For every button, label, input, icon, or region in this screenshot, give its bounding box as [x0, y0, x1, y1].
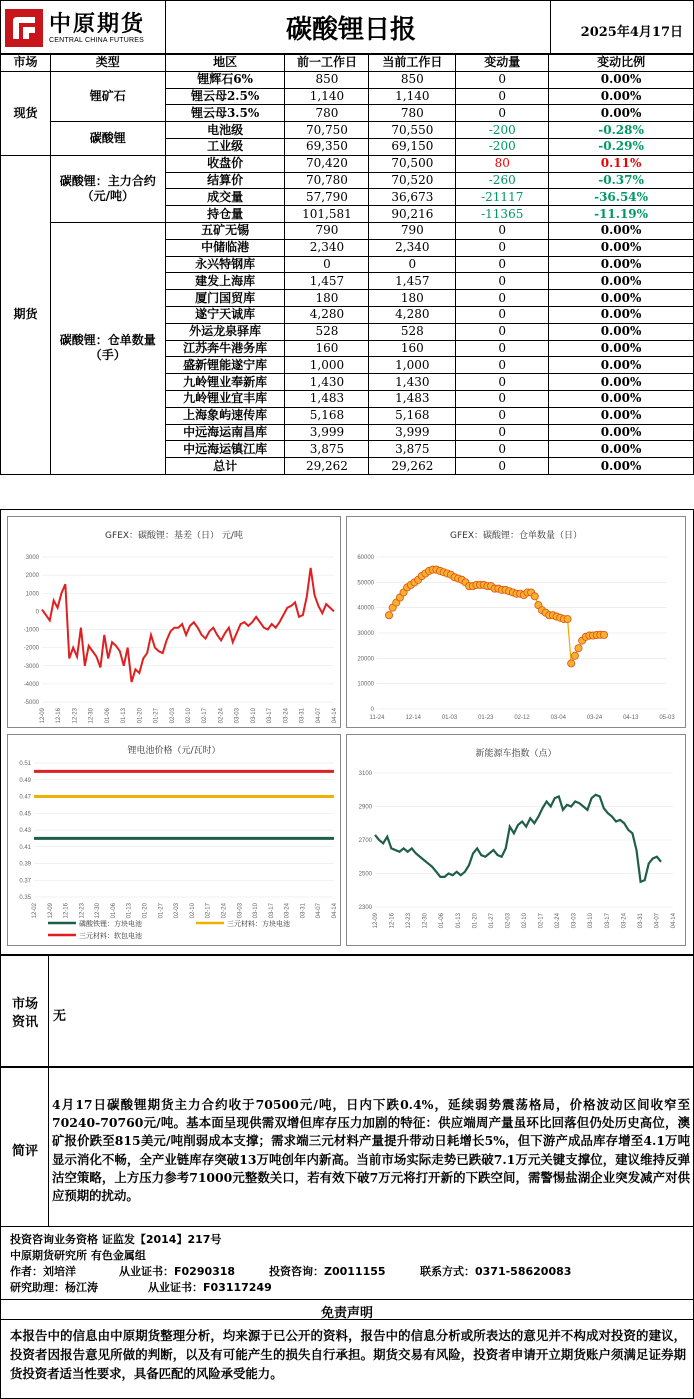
col-header: 地区 [165, 55, 285, 72]
prev-value: 2,340 [285, 239, 369, 256]
x-tick-label: 01-27 [153, 708, 160, 724]
change-pct: 0.00% [549, 306, 694, 323]
y-tick-label: 0.41 [19, 844, 31, 851]
col-header: 前一工作日 [285, 55, 369, 72]
x-tick-label: 04-13 [623, 715, 639, 721]
charts-section [0, 509, 694, 955]
item-name: 九岭锂业宜丰库 [165, 390, 285, 407]
data-point [575, 645, 582, 652]
change-pct: 0.00% [549, 239, 694, 256]
x-tick-label: 03-24 [284, 903, 291, 919]
data-point [600, 631, 607, 638]
y-tick-label: 0 [370, 707, 374, 713]
x-tick-label: 03-03 [571, 913, 578, 929]
y-tick-label: -1000 [23, 627, 39, 634]
change-value: 80 [456, 155, 549, 172]
cur-value: 180 [369, 290, 456, 307]
change-value: 0 [456, 306, 549, 323]
institute-line: 中原期货研究所 有色金属组 [10, 1249, 146, 1262]
x-tick-label: 03-04 [550, 715, 566, 721]
item-name: 成交量 [165, 189, 285, 206]
data-point [564, 615, 571, 622]
type-carbonate: 碳酸锂 [50, 122, 165, 156]
x-tick-label: 01-27 [158, 903, 165, 919]
change-value: -200 [456, 122, 549, 139]
change-pct: 0.00% [549, 290, 694, 307]
table-header [1, 55, 694, 72]
assistant-name: 研究助理：杨江涛 [10, 1281, 98, 1294]
y-tick-label: 2700 [358, 838, 372, 844]
market-futures: 期货 [1, 155, 51, 474]
prev-value: 780 [285, 105, 369, 122]
data-point [385, 612, 392, 619]
x-tick-label: 03-31 [300, 903, 307, 919]
x-tick-label: 03-03 [234, 708, 241, 724]
chart-title: 新能源车指数（点） [475, 749, 557, 759]
table-row [1, 222, 694, 239]
item-name: 结算价 [165, 172, 285, 189]
x-tick-label: 02-24 [218, 708, 225, 724]
y-tick-label: 50000 [357, 580, 374, 587]
author-name: 作者：刘培洋 [10, 1265, 76, 1278]
report-header [0, 0, 694, 54]
x-tick-label: 11-24 [369, 715, 385, 721]
change-pct: 0.11% [549, 155, 694, 172]
y-tick-label: 1000 [25, 591, 39, 598]
cur-value: 790 [369, 222, 456, 239]
y-tick-label: 10000 [357, 681, 374, 688]
item-name: 上海象屿速传库 [165, 407, 285, 424]
x-tick-label: 02-10 [189, 903, 196, 919]
x-tick-label: 12-16 [63, 903, 70, 919]
change-value: 0 [456, 105, 549, 122]
prev-value: 0 [285, 256, 369, 273]
cur-value: 70,500 [369, 155, 456, 172]
item-name: 持仓量 [165, 206, 285, 223]
nev-index-line [375, 795, 661, 882]
col-header: 市场 [1, 55, 51, 72]
change-pct: 0.00% [549, 424, 694, 441]
legend-label: 三元材料：软包电池 [79, 932, 142, 940]
cur-value: 1,457 [369, 273, 456, 290]
x-tick-label: 12-30 [95, 903, 102, 919]
disclaimer-text: 本报告中的信息由中原期货整理分析，均来源于已公开的资料，报告中的信息分析或所表达的意见并不构成对投资的建议，投资者因报告意见所做的判断，以及有可能产生的损失自行承担。期货交易有风险，投资者申请开立期货账户须满足证券期货投资者适当性要求，具备匹配的风险承受能力。 [10, 1328, 686, 1381]
type-ore: 锂矿石 [50, 71, 165, 121]
footer-info [0, 1227, 694, 1299]
warehouse-line [389, 570, 604, 664]
prev-value: 101,581 [285, 206, 369, 223]
prev-value: 1,140 [285, 88, 369, 105]
basis-line [42, 568, 334, 682]
change-pct: 0.00% [549, 88, 694, 105]
x-tick-label: 01-06 [110, 903, 117, 919]
x-tick-label: 01-27 [488, 913, 495, 929]
col-header: 变动比例 [549, 55, 694, 72]
y-tick-label: -2000 [23, 645, 39, 652]
comment-label: 简评 [11, 1144, 38, 1159]
change-value: 0 [456, 71, 549, 88]
x-tick-label: 03-24 [621, 913, 628, 929]
y-tick-label: 2000 [25, 573, 39, 580]
y-tick-label: -4000 [23, 681, 39, 688]
x-tick-label: 12-02 [32, 903, 38, 919]
x-tick-label: 03-10 [250, 708, 257, 724]
item-name: 锂辉石6% [165, 71, 285, 88]
table-row [1, 71, 694, 88]
comment-section [0, 1067, 694, 1227]
change-value: 0 [456, 340, 549, 357]
type-main-contract: 碳酸锂：主力合约（元/吨） [50, 155, 165, 222]
x-tick-label: 02-17 [202, 708, 209, 724]
x-tick-label: 02-24 [555, 913, 562, 929]
x-tick-label: 04-07 [316, 903, 323, 919]
x-tick-label: 03-10 [588, 913, 595, 929]
change-value: 0 [456, 256, 549, 273]
market-spot: 现货 [1, 71, 51, 155]
item-name: 遂宁天诚库 [165, 306, 285, 323]
item-name: 中远海运南昌库 [165, 424, 285, 441]
change-pct: 0.00% [549, 323, 694, 340]
prev-value: 1,457 [285, 273, 369, 290]
chart-title: GFEX：碳酸锂：基差（日） 元/吨 [105, 531, 243, 541]
cur-value: 850 [369, 71, 456, 88]
report-title: 碳酸锂日报 [285, 15, 416, 45]
prev-value: 57,790 [285, 189, 369, 206]
chart-title: 锂电池价格（元/瓦时） [127, 746, 221, 756]
change-value: 0 [456, 407, 549, 424]
x-tick-label: 12-16 [56, 708, 63, 724]
x-tick-label: 04-07 [315, 708, 322, 724]
change-value: 0 [456, 290, 549, 307]
change-pct: 0.00% [549, 340, 694, 357]
legend-label: 磷酸铁锂：方块电池 [79, 920, 142, 928]
x-tick-label: 12-30 [422, 913, 429, 929]
y-tick-label: 0.37 [19, 878, 31, 885]
change-value: 0 [456, 458, 549, 475]
x-tick-label: 02-03 [505, 913, 512, 929]
item-name: 建发上海库 [165, 273, 285, 290]
data-table [0, 54, 694, 475]
y-tick-label: 0.43 [19, 828, 31, 834]
x-tick-label: 03-24 [283, 708, 290, 724]
y-tick-label: 0.35 [19, 895, 31, 901]
prev-value: 70,750 [285, 122, 369, 139]
item-name: 锂云母3.5% [165, 105, 285, 122]
x-tick-label: 04-14 [332, 708, 338, 724]
logo-text-en: CENTRAL CHINA FUTURES [49, 37, 144, 44]
legend-label: 三元材料：方块电池 [227, 920, 290, 928]
prev-value: 3,999 [285, 424, 369, 441]
x-tick-label: 12-23 [406, 913, 413, 929]
item-name: 五矿无锡 [165, 222, 285, 239]
change-pct: -0.28% [549, 122, 694, 139]
x-tick-label: 03-17 [604, 913, 611, 929]
change-value: 0 [456, 88, 549, 105]
x-tick-label: 12-30 [88, 708, 95, 724]
change-value: 0 [456, 374, 549, 391]
report-date: 2025年4月17日 [580, 25, 683, 40]
x-tick-label: 04-07 [654, 913, 661, 929]
x-tick-label: 12-23 [79, 903, 86, 919]
change-pct: 0.00% [549, 357, 694, 374]
nev-index-chart [346, 734, 686, 946]
change-value: -21117 [456, 189, 549, 206]
data-point [531, 593, 538, 600]
x-tick-label: 01-20 [472, 913, 479, 929]
cur-value: 2,340 [369, 239, 456, 256]
change-pct: 0.00% [549, 105, 694, 122]
y-tick-label: 0.51 [19, 761, 31, 767]
cur-value: 0 [369, 256, 456, 273]
col-header: 类型 [50, 55, 165, 72]
license-line: 投资咨询业务资格 证监发【2014】217号 [10, 1233, 222, 1246]
item-name: 电池级 [165, 122, 285, 139]
y-tick-label: -5000 [23, 700, 39, 706]
x-tick-label: 12-09 [47, 903, 54, 919]
y-tick-label: 2900 [358, 804, 372, 811]
change-pct: 0.00% [549, 374, 694, 391]
prev-value: 70,420 [285, 155, 369, 172]
cur-value: 1,430 [369, 374, 456, 391]
item-name: 永兴特钢库 [165, 256, 285, 273]
company-logo [5, 7, 165, 49]
table-row [1, 122, 694, 139]
cur-value: 528 [369, 323, 456, 340]
x-tick-label: 12-09 [40, 708, 46, 724]
change-pct: 0.00% [549, 71, 694, 88]
change-value: 0 [456, 357, 549, 374]
cur-value: 70,550 [369, 122, 456, 139]
y-tick-label: 3000 [25, 555, 39, 561]
item-name: 总计 [165, 458, 285, 475]
table-row [1, 155, 694, 172]
x-tick-label: 01-13 [455, 913, 462, 929]
item-name: 江苏奔牛港务库 [165, 340, 285, 357]
cur-value: 29,262 [369, 458, 456, 475]
item-name: 外运龙泉驿库 [165, 323, 285, 340]
y-tick-label: -3000 [23, 663, 39, 670]
x-tick-label: 03-03 [237, 903, 244, 919]
y-tick-label: 40000 [357, 605, 374, 612]
change-pct: 0.00% [549, 273, 694, 290]
prev-value: 69,350 [285, 138, 369, 155]
logo-mark-icon [5, 9, 43, 47]
change-value: 0 [456, 239, 549, 256]
x-tick-label: 03-17 [268, 903, 275, 919]
x-tick-label: 12-14 [405, 715, 421, 721]
cur-value: 1,483 [369, 390, 456, 407]
type-warehouse: 碳酸锂：仓单数量（手） [50, 222, 165, 474]
prev-value: 528 [285, 323, 369, 340]
assistant-cert: 从业证书：F03117249 [148, 1281, 272, 1294]
x-tick-label: 03-31 [637, 913, 644, 929]
warehouse-chart [346, 516, 686, 728]
y-tick-label: 30000 [357, 631, 374, 637]
change-value: -260 [456, 172, 549, 189]
x-tick-label: 02-12 [514, 715, 530, 721]
x-tick-label: 04-14 [332, 903, 338, 919]
news-label: 市场资讯 [11, 997, 38, 1030]
y-tick-label: 0.45 [19, 811, 31, 818]
x-tick-label: 03-31 [299, 708, 306, 724]
logo-text-cn: 中原期货 [49, 12, 146, 37]
prev-value: 1,483 [285, 390, 369, 407]
news-section [0, 955, 694, 1067]
cur-value: 36,673 [369, 189, 456, 206]
change-pct: 0.00% [549, 222, 694, 239]
change-value: 0 [456, 441, 549, 458]
x-tick-label: 01-06 [439, 913, 446, 929]
y-tick-label: 2300 [358, 905, 372, 911]
change-value: 0 [456, 222, 549, 239]
disclaimer-title: 免责声明 [1, 1302, 693, 1320]
x-tick-label: 01-20 [137, 708, 144, 724]
cur-value: 1,140 [369, 88, 456, 105]
x-tick-label: 01-13 [126, 903, 133, 919]
data-point [568, 660, 575, 667]
prev-value: 180 [285, 290, 369, 307]
prev-value: 70,780 [285, 172, 369, 189]
x-tick-label: 01-20 [142, 903, 149, 919]
cur-value: 1,000 [369, 357, 456, 374]
item-name: 厦门国贸库 [165, 290, 285, 307]
x-tick-label: 02-24 [221, 903, 228, 919]
y-tick-label: 60000 [357, 555, 374, 561]
cur-value: 69,150 [369, 138, 456, 155]
change-pct: 0.00% [549, 256, 694, 273]
change-value: 0 [456, 424, 549, 441]
change-pct: 0.00% [549, 390, 694, 407]
y-tick-label: 2500 [358, 871, 372, 878]
change-pct: 0.00% [549, 458, 694, 475]
y-tick-label: 3100 [358, 771, 372, 777]
x-tick-label: 12-23 [72, 708, 79, 724]
x-tick-label: 03-24 [586, 715, 603, 721]
chart-title: GFEX：碳酸锂：仓单数量（日） [449, 531, 582, 541]
item-name: 中储临港 [165, 239, 285, 256]
prev-value: 5,168 [285, 407, 369, 424]
cur-value: 3,999 [369, 424, 456, 441]
x-tick-label: 03-10 [253, 903, 260, 919]
col-header: 当前工作日 [369, 55, 456, 72]
item-name: 盛新锂能遂宁库 [165, 357, 285, 374]
cur-value: 160 [369, 340, 456, 357]
cur-value: 90,216 [369, 206, 456, 223]
change-value: -11365 [456, 206, 549, 223]
disclaimer-section [0, 1299, 694, 1399]
news-content: 无 [53, 1009, 67, 1024]
y-tick-label: 0.49 [19, 777, 31, 784]
prev-value: 160 [285, 340, 369, 357]
x-tick-label: 02-17 [205, 903, 212, 919]
prev-value: 3,875 [285, 441, 369, 458]
y-tick-label: 0.47 [19, 794, 31, 801]
change-pct: -0.37% [549, 172, 694, 189]
y-tick-label: 20000 [357, 656, 374, 663]
x-tick-label: 12-09 [373, 913, 379, 929]
x-tick-label: 01-06 [104, 708, 111, 724]
change-value: 0 [456, 273, 549, 290]
cur-value: 5,168 [369, 407, 456, 424]
prev-value: 29,262 [285, 458, 369, 475]
basis-chart [7, 516, 341, 728]
prev-value: 790 [285, 222, 369, 239]
change-value: 0 [456, 323, 549, 340]
col-header: 变动量 [456, 55, 549, 72]
x-tick-label: 02-10 [186, 708, 192, 724]
comment-text: 4月17日碳酸锂期货主力合约收于70500元/吨，日内下跌0.4%，延续弱势震荡格局，价格波动区间收窄至70240-70760元/吨。基本面呈现供需双增但库存压力加剧的特征：供应端周产量虽环比回落但仍处历史高位，澳矿报价跌至815美元/吨削弱成本支撑；需求端三元材料产量提升带动日耗增长5%，但下游产成品库存增至4.1万吨显示消化不畅，全产业链库存突破13万吨创年内新高。当前市场实际走势已跌破7.1万元关键支撑位，建议维持反弹沽空策略，上方压力参考71000元整数关口，若有效下破7万元将打开新的下跌空间，需警惕盐湖企业突发减产对供应预期的扰动。 [52, 1097, 690, 1204]
item-name: 九岭锂业奉新库 [165, 374, 285, 391]
x-tick-label: 02-17 [538, 913, 545, 929]
x-tick-label: 02-03 [169, 708, 176, 724]
change-value: -200 [456, 138, 549, 155]
x-tick-label: 05-03 [659, 715, 675, 721]
cur-value: 70,520 [369, 172, 456, 189]
consult-cert: 投资咨询：Z0011155 [269, 1265, 386, 1278]
change-pct: -0.29% [549, 138, 694, 155]
x-tick-label: 02-03 [174, 903, 181, 919]
cur-value: 3,875 [369, 441, 456, 458]
data-point [571, 652, 578, 659]
y-tick-label: 0.39 [19, 861, 31, 868]
prev-value: 1,430 [285, 374, 369, 391]
contact-phone: 联系方式：0371-58620083 [420, 1265, 572, 1278]
prev-value: 4,280 [285, 306, 369, 323]
cur-value: 780 [369, 105, 456, 122]
cur-value: 4,280 [369, 306, 456, 323]
prev-value: 1,000 [285, 357, 369, 374]
item-name: 收盘价 [165, 155, 285, 172]
x-tick-label: 02-10 [522, 913, 528, 929]
item-name: 中远海运镇江库 [165, 441, 285, 458]
change-pct: 0.00% [549, 407, 694, 424]
change-pct: 0.00% [549, 441, 694, 458]
x-tick-label: 01-23 [478, 715, 494, 721]
item-name: 工业级 [165, 138, 285, 155]
battery-price-chart [7, 734, 341, 946]
y-tick-label: 0 [35, 609, 39, 616]
item-name: 锂云母2.5% [165, 88, 285, 105]
prev-value: 850 [285, 71, 369, 88]
change-value: 0 [456, 390, 549, 407]
x-tick-label: 01-13 [121, 708, 128, 724]
x-tick-label: 04-14 [671, 913, 677, 929]
change-pct: -11.19% [549, 206, 694, 223]
author-cert: 从业证书：F0290318 [119, 1265, 236, 1278]
x-tick-label: 03-17 [267, 708, 274, 724]
x-tick-label: 01-03 [441, 715, 458, 721]
change-pct: -36.54% [549, 189, 694, 206]
x-tick-label: 12-16 [389, 913, 396, 929]
